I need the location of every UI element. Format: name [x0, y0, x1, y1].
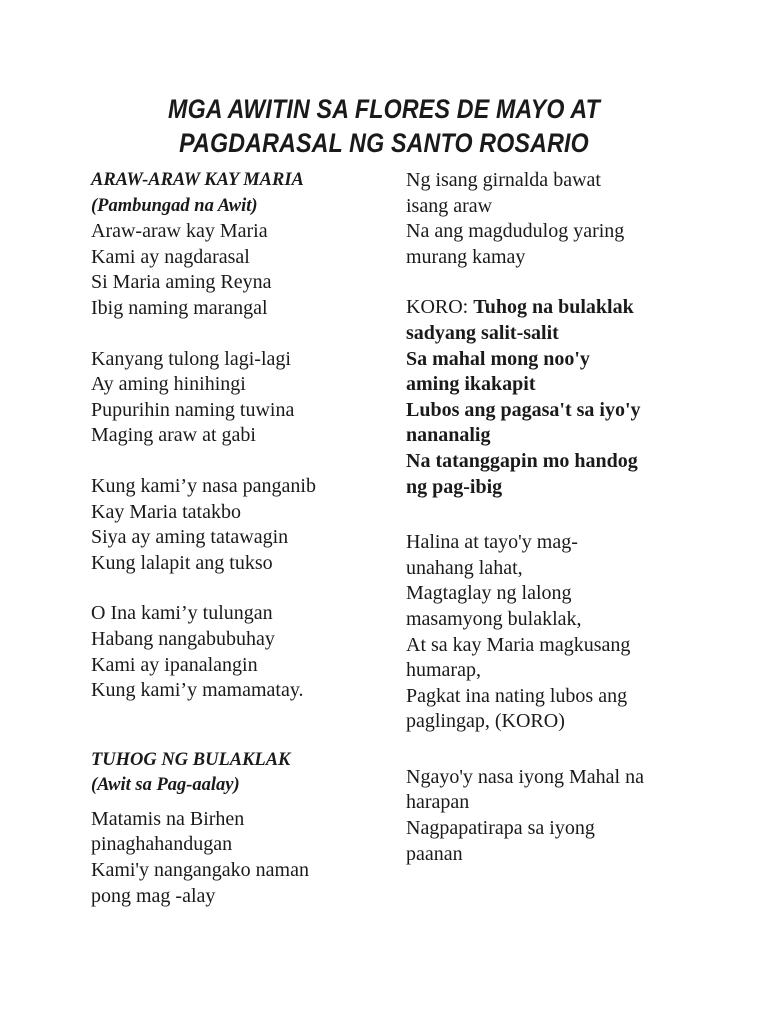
koro-line: Lubos ang pagasa't sa iyo'y — [406, 398, 641, 421]
document-title — [54, 92, 714, 160]
lyric-line: Kami ay nagdarasal — [91, 245, 250, 268]
lyric-line: Pupurihin naming tuwina — [91, 398, 295, 421]
lyric-line: O Ina kami’y tulungan — [91, 602, 273, 625]
stanza-1 — [91, 219, 381, 321]
stanza-ngayoy — [406, 765, 696, 867]
lyric-line: Kay Maria tatakbo — [91, 500, 241, 523]
stanza-4 — [91, 601, 381, 703]
lyric-line: paanan — [406, 842, 463, 865]
song-araw-araw-kay-maria — [91, 168, 381, 704]
lyric-line: Kung kami’y nasa panganib — [91, 474, 316, 497]
lyric-line: Maging araw at gabi — [91, 424, 256, 447]
lyric-line: Ng isang girnalda bawat — [406, 169, 601, 191]
song-subheading: (Pambungad na Awit) — [91, 195, 258, 216]
lyric-line: Kanyang tulong lagi-lagi — [91, 347, 291, 370]
koro-line: Sa mahal mong noo'y — [406, 347, 590, 370]
lyric-line: Siya ay aming tatawagin — [91, 526, 289, 549]
title-line-2: PAGDARASAL NG SANTO ROSARIO — [179, 128, 589, 158]
lyric-line: At sa kay Maria magkusang — [406, 633, 631, 656]
stanza-halina — [406, 530, 696, 735]
koro-line: ng pag-ibig — [406, 475, 503, 498]
stanza-1 — [91, 807, 381, 909]
koro-line: sadyang salit-salit — [406, 321, 559, 344]
lyric-line: harapan — [406, 791, 470, 814]
lyric-line: Pagkat ina nating lubos ang — [406, 684, 628, 707]
lyric-line: paglingap, (KORO) — [406, 710, 565, 733]
song-heading: ARAW-ARAW KAY MARIA — [91, 170, 304, 190]
lyric-line: Ngayo'y nasa iyong Mahal na — [406, 765, 644, 788]
song-subheading: (Awit sa Pag-aalay) — [91, 775, 240, 796]
left-column — [91, 168, 381, 909]
lyric-line: humarap, — [406, 659, 481, 682]
koro-line: Tuhog na bulaklak — [473, 296, 634, 319]
lyric-line: Kami ay ipanalangin — [91, 653, 258, 676]
lyric-line: murang kamay — [406, 245, 526, 268]
right-column — [406, 168, 696, 867]
title-line-1: MGA AWITIN SA FLORES DE MAYO AT — [168, 94, 600, 124]
lyric-line: Nagpapatirapa sa iyong — [406, 817, 595, 840]
song-heading: TUHOG NG BULAKLAK — [91, 749, 291, 770]
lyric-line: isang araw — [406, 194, 493, 217]
lyric-line: Kung lalapit ang tukso — [91, 551, 273, 574]
lyric-line: Na ang magdudulog yaring — [406, 220, 625, 243]
lyric-line: unahang lahat, — [406, 556, 523, 579]
lyric-line: Halina at tayo'y mag- — [406, 531, 578, 554]
lyric-line: pinaghahandugan — [91, 833, 233, 856]
koro-stanza — [406, 295, 696, 500]
lyric-line: Araw-araw kay Maria — [91, 220, 268, 243]
lyric-line: Kung kami’y mamamatay. — [91, 679, 304, 702]
stanza-2 — [91, 347, 381, 449]
koro-line: aming ikakapit — [406, 373, 536, 396]
lyric-line: Kami'y nangangako naman — [91, 859, 309, 882]
intro-stanza — [406, 168, 696, 270]
lyric-line: Ay aming hinihingi — [91, 373, 246, 396]
lyric-line: Matamis na Birhen — [91, 807, 245, 830]
song-tuhog-ng-bulaklak — [91, 748, 381, 910]
lyric-line: Magtaglay ng lalong — [406, 582, 572, 605]
lyric-line: masamyong bulaklak, — [406, 607, 582, 630]
lyric-line: Si Maria aming Reyna — [91, 271, 272, 294]
koro-line: Na tatanggapin mo handog — [406, 449, 638, 472]
lyric-line: Habang nangabubuhay — [91, 627, 275, 650]
lyric-line — [406, 295, 696, 321]
koro-label: KORO: — [406, 296, 474, 319]
lyric-line: Ibig naming marangal — [91, 296, 268, 319]
stanza-3 — [91, 474, 381, 576]
lyric-line: pong mag -alay — [91, 884, 216, 907]
koro-line: nananalig — [406, 424, 491, 447]
